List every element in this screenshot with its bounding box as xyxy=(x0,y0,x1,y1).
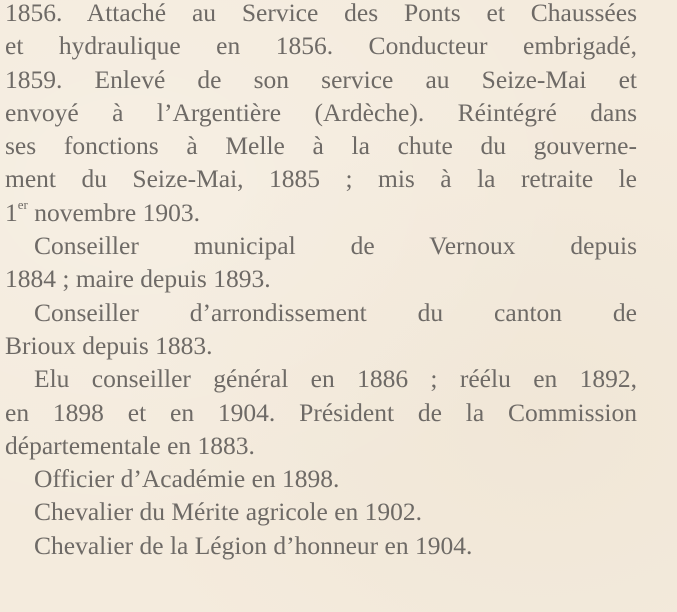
text-line: ses fonctions à Melle à la chute du gouverne- xyxy=(5,131,637,161)
text-line: Elu conseiller général en 1886 ; réélu en 1892, xyxy=(34,364,637,394)
text-line: départementale en 1883. xyxy=(5,430,255,460)
date-first-part: 1 xyxy=(5,197,18,227)
text-line: Officier d’Académie en 1898. xyxy=(34,464,340,494)
date-rest: novembre 1903. xyxy=(27,197,200,227)
text-line xyxy=(5,196,637,229)
text-line: Chevalier du Mérite agricole en 1902. xyxy=(34,497,423,527)
text-line: 1884 ; maire depuis 1893. xyxy=(5,264,271,294)
text-line: 1856. Attaché au Service des Ponts et Chaussées xyxy=(5,0,637,27)
text-line: en 1898 et en 1904. Président de la Commission xyxy=(5,397,637,427)
text-line: envoyé à l’Argentière (Ardèche). Réintégré dans xyxy=(5,97,637,127)
text-line: Brioux depuis 1883. xyxy=(5,330,213,360)
text-line: ment du Seize-Mai, 1885 ; mis à la retraite le xyxy=(5,164,637,194)
text-line: Chevalier de la Légion d’honneur en 1904. xyxy=(34,530,473,560)
text-line: 1859. Enlevé de son service au Seize-Mai et xyxy=(5,64,637,94)
text-line: Conseiller d’arrondissement du canton de xyxy=(34,297,637,327)
ordinal-superscript: er xyxy=(17,197,28,213)
text-line: Conseiller municipal de Vernoux depuis xyxy=(34,231,637,261)
document-text xyxy=(5,0,637,562)
text-line: et hydraulique en 1856. Conducteur embrigadé, xyxy=(5,31,637,61)
